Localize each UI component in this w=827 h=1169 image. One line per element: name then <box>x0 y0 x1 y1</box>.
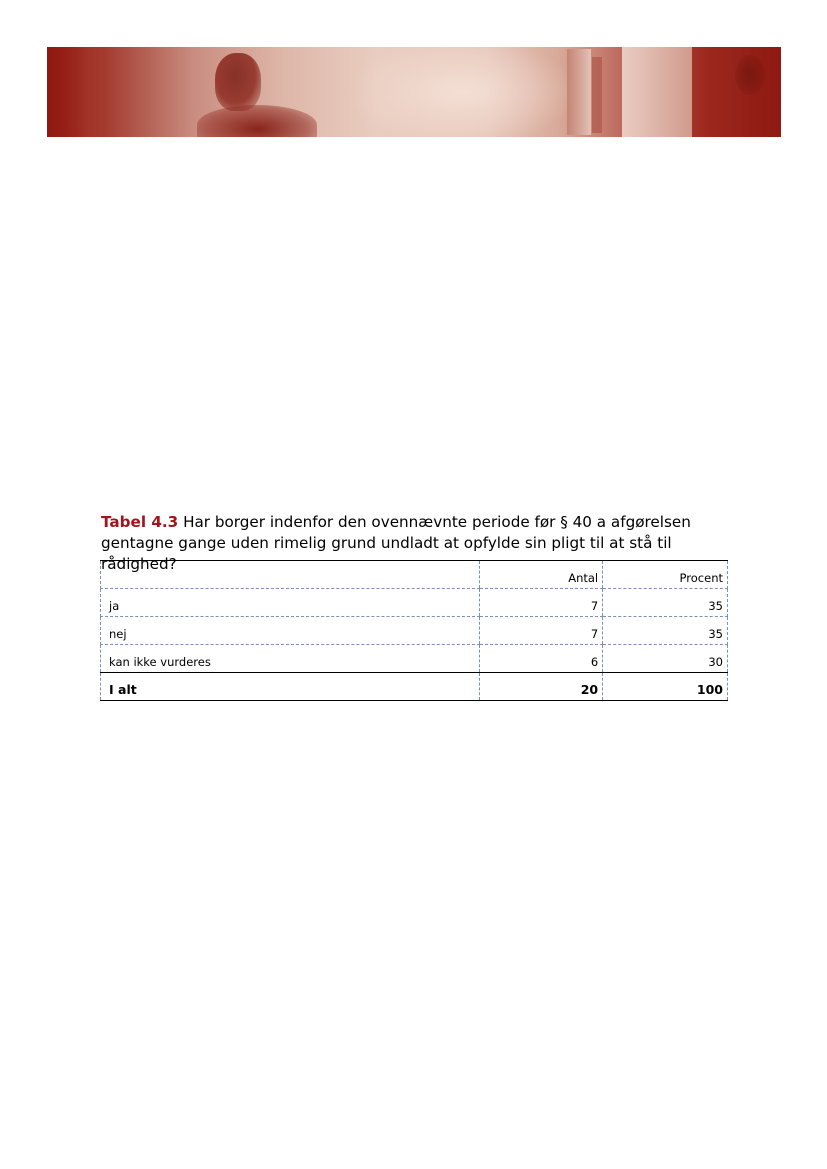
banner-person-right <box>735 55 765 95</box>
table-total-row <box>101 673 728 701</box>
banner-monitor-frame <box>592 57 602 133</box>
table-row <box>101 617 728 645</box>
table-header-row <box>101 561 728 589</box>
row-antal: 7 <box>480 589 603 617</box>
row-procent: 30 <box>603 645 728 673</box>
row-label: kan ikke vurderes <box>101 645 480 673</box>
row-antal: 6 <box>480 645 603 673</box>
banner-monitor-screen <box>622 47 692 137</box>
row-procent: 35 <box>603 617 728 645</box>
banner-light-glow <box>347 47 577 137</box>
row-antal: 7 <box>480 617 603 645</box>
table-row <box>101 589 728 617</box>
table-caption-label: Tabel 4.3 <box>101 513 179 531</box>
total-procent: 100 <box>603 673 728 701</box>
row-label: ja <box>101 589 480 617</box>
banner-person-body <box>197 105 317 137</box>
banner-monitor-edge <box>567 49 591 135</box>
table-row <box>101 645 728 673</box>
results-table <box>100 560 728 701</box>
row-label: nej <box>101 617 480 645</box>
row-procent: 35 <box>603 589 728 617</box>
total-label: I alt <box>101 673 480 701</box>
header-procent: Procent <box>603 561 728 589</box>
banner-person-head <box>215 53 261 111</box>
total-antal: 20 <box>480 673 603 701</box>
header-banner-image <box>47 47 781 137</box>
header-label-cell <box>101 561 480 589</box>
header-antal: Antal <box>480 561 603 589</box>
banner-shade-left <box>47 47 87 137</box>
table-caption-text: Har borger indenfor den ovennævnte periode før § 40 a afgørelsen gentagne gange uden rimelig grund undladt at opfylde sin pligt til at stå til rådighed? <box>101 513 691 573</box>
